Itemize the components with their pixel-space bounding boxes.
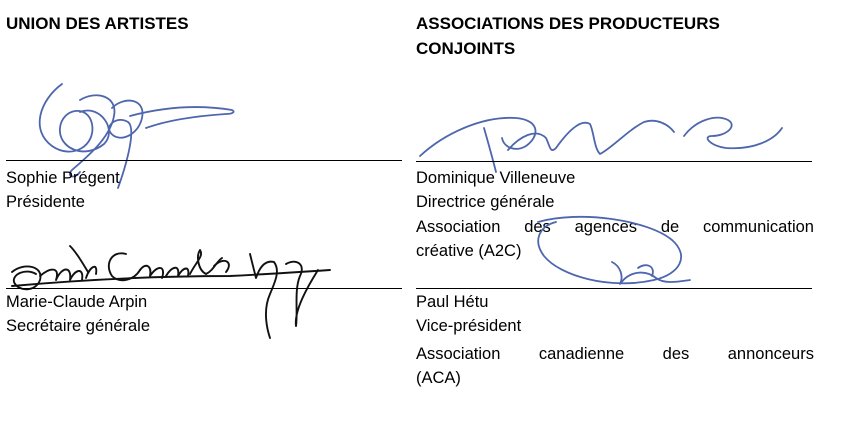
org-word: annonceurs [727,345,814,363]
signatory-name: Dominique Villeneuve [416,169,576,187]
organization-line: (ACA) [416,369,461,387]
organization-line [416,342,814,366]
org-word: Association [416,345,501,363]
signature-line-marie-claude [6,288,402,289]
right-heading-line1: ASSOCIATIONS DES PRODUCTEURS [416,14,720,33]
org-word: des [662,345,690,363]
signatory-title: Vice-président [416,317,522,335]
signature-line-sophie [6,160,402,161]
org-word: Association [416,218,501,236]
right-heading-line2: CONJOINTS [416,39,516,58]
left-heading: UNION DES ARTISTES [6,14,189,33]
signatory-title: Secrétaire générale [6,317,151,335]
signatory-name: Sophie Prégent [6,169,120,187]
signature-line-paul [416,288,812,289]
organization-line [416,215,814,239]
organization-line: créative (A2C) [416,242,522,260]
org-word: de [660,218,680,236]
org-word: agences [574,218,638,236]
org-word: des [524,218,551,236]
signatory-title: Directrice générale [416,193,555,211]
signature-line-dominique [416,161,812,162]
org-word: communication [703,218,814,236]
org-word: canadienne [538,345,625,363]
signatory-title: Présidente [6,193,85,211]
signatory-name: Marie-Claude Arpin [6,293,148,311]
signatory-name: Paul Hétu [416,293,489,311]
